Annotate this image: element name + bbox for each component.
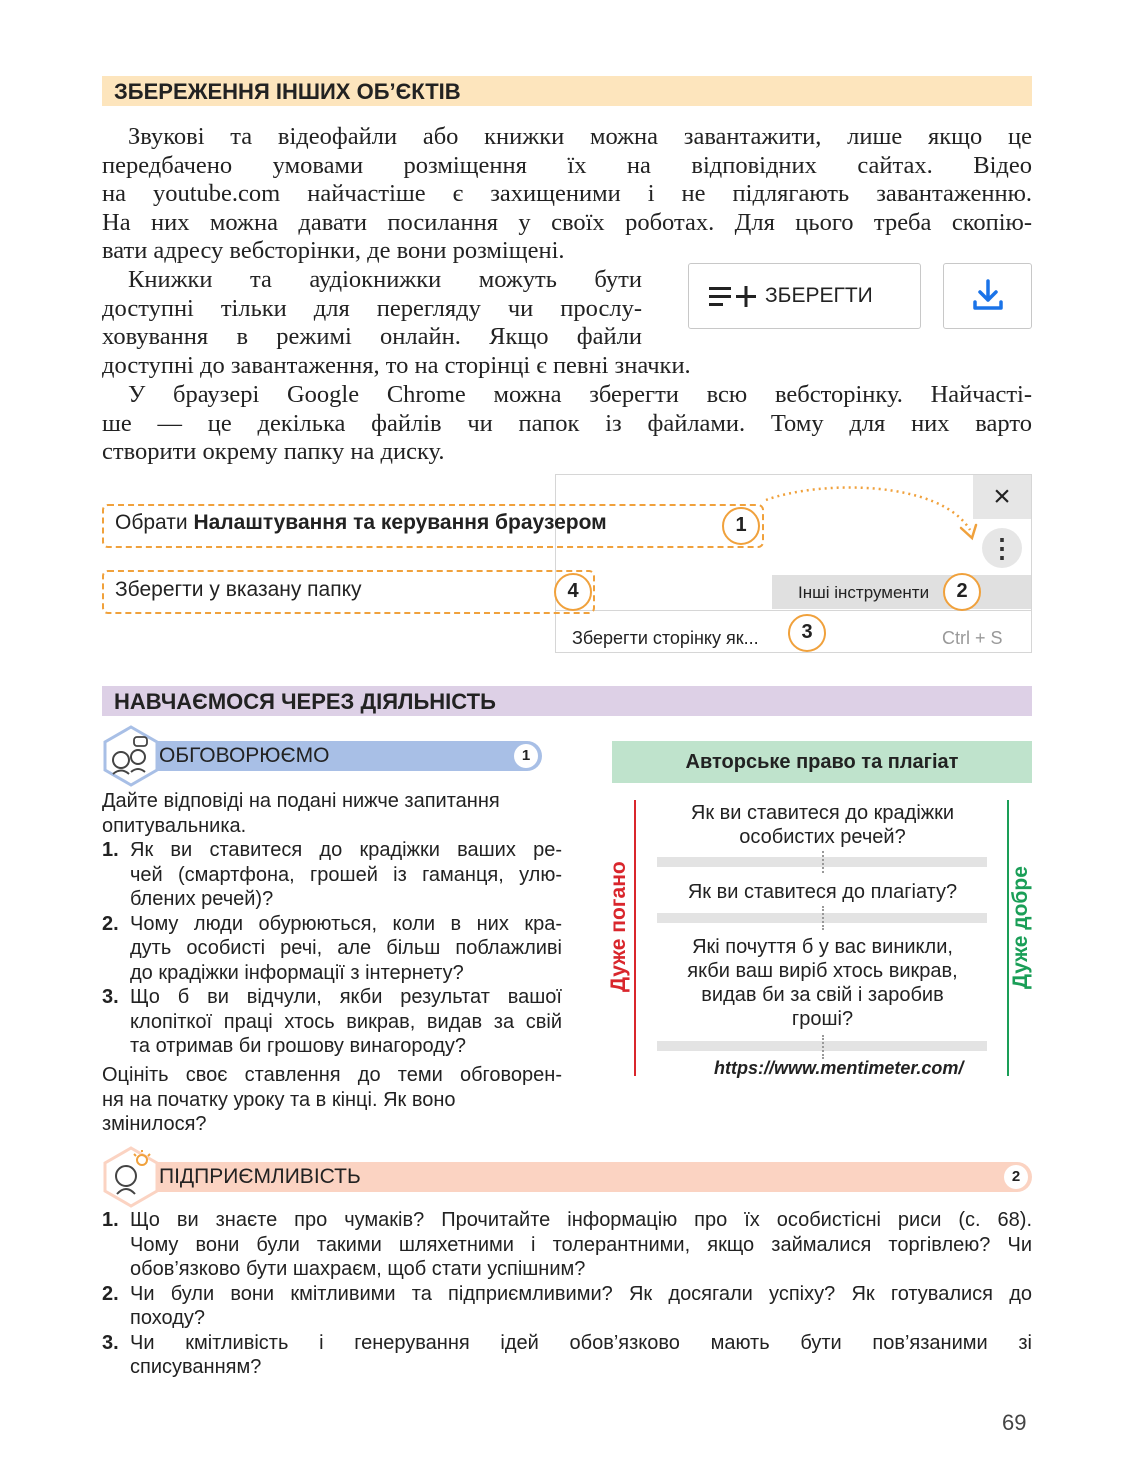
paragraph-downloads: Звукові та відеофайли або книжки можна завантажити, лише якщо це передбачено умовами розміщення їх на відповідних сайтах. Відео на youtube.com найчастіше є захищеними і не підлягають завантаженню. На них можна давати посилання у своїх роботах. Для цього треба скопію- вати адресу вебсторінки, де вони розміщені. [102,123,1032,264]
step1-text: Обрати Налаштування та керування браузером [115,511,607,534]
enterprise-question: 2. Чи були вони кмітливими та підприємливими? Як досягали успіху? Як готувалися до походу? [102,1282,1032,1329]
page-number: 69 [1002,1410,1027,1435]
download-button[interactable] [943,263,1032,329]
paragraph-audiobooks: Книжки та аудіокнижки можуть бути доступні тільки для перегляду чи прослу- ховування в режимі онлайн. Якщо файли [102,266,642,350]
playlist-add-icon [709,284,761,310]
enterprise-title: ПІДПРИЄМЛИВІСТЬ [159,1165,361,1188]
discuss-intro: Дайте відповіді на подані нижче запитання опитувальника. [102,790,500,837]
survey-question-1: Як ви ставитеся до крадіжки особистих речей? [690,802,955,848]
survey-divider-1 [822,851,824,873]
discuss-outro: Оцініть своє ставлення до теми обговорен- ня на початку уроку та в кінці. Як воно змінилося? [102,1064,562,1135]
enterprise-question: 3. Чи кмітливість і генерування ідей обов’язково мають бути пов’язаними зі списуванням? [102,1331,1032,1378]
step3-number: 3 [788,614,826,652]
shortcut-label: Ctrl + S [942,628,1003,648]
save-button-label: ЗБЕРЕГТИ [765,284,873,307]
survey-header: Авторське право та плагіат [612,741,1032,783]
discussion-hexagon-icon [100,725,162,787]
survey-divider-3 [822,1035,824,1059]
download-icon [971,278,1005,314]
lightbulb-hexagon-icon [100,1146,162,1208]
step4-number: 4 [554,573,592,611]
survey-left-label: Дуже погано [607,861,630,992]
more-tools-label: Інші інструменти [798,583,930,602]
survey-bad-line [634,800,636,1076]
save-to-playlist-button[interactable] [688,263,921,329]
enterprise-badge: 2 [1004,1165,1028,1189]
discuss-badge: 1 [514,744,538,768]
section-header-saving-objects: ЗБЕРЕЖЕННЯ ІНШИХ ОБ’ЄКТІВ [102,76,1032,106]
discuss-questions [102,838,562,1059]
step4-text: Зберегти у вказану папку [115,578,362,601]
kebab-menu-button[interactable]: ⋮ [982,528,1022,568]
enterprise-question: 1. Що ви знаєте про чумаків? Прочитайте інформацію про їх особистісні риси (с. 68). Чому вони були такими шляхетними і толерантними, якщо займалися торгівлею? Чи обов’язково бути шахраєм, щоб стати успішним? [102,1209,1032,1280]
section-header-learning-by-doing: НАВЧАЄМОСЯ ЧЕРЕЗ ДІЯЛЬНІСТЬ [102,686,1032,716]
enterprise-questions [102,1208,1032,1380]
survey-question-2: Як ви ставитеся до плагіату? [687,881,958,903]
arrow-step1-to-menu [760,480,990,550]
step2-number: 2 [943,573,981,611]
discuss-question: 3. Що б ви відчули, якби результат вашої клопіткої праці хтось викрав, видав за свій та отримав би грошову винагороду? [102,986,562,1057]
save-page-as-label: Зберегти сторінку як... [572,628,759,648]
survey-right-label: Дуже добре [1009,866,1032,989]
survey-divider-2 [822,906,824,930]
step1-number: 1 [722,507,760,545]
discuss-question: 2. Чому люди обурюються, коли в них кра- дуть особисті речі, але більш поблажливі до крадіжки інформації з інтернету? [102,912,562,984]
paragraph-audiobooks-end: доступні до завантаження, то на сторінці є певні значки. [102,352,691,379]
discuss-question: 1. Як ви ставитеся до крадіжки ваших ре- чей (смартфона, грошей із гаманця, улю- блених речей)? [102,839,562,910]
paragraph-chrome: У браузері Google Chrome можна зберегти всю вебсторінку. Найчасті- ше — це декілька файлів чи папок із файлами. Тому для них варто створити окрему папку на диску. [102,381,1032,465]
survey-source-link[interactable]: https://www.mentimeter.com/ [714,1058,964,1078]
survey-question-3: Які почуття б у вас виникли, якби ваш виріб хтось викрав, видав би за свій і заробив гроші? [687,936,958,1030]
close-button[interactable]: × [973,475,1031,519]
discuss-title: ОБГОВОРЮЄМО [159,744,330,767]
menu-item-more-tools[interactable] [772,575,1031,609]
